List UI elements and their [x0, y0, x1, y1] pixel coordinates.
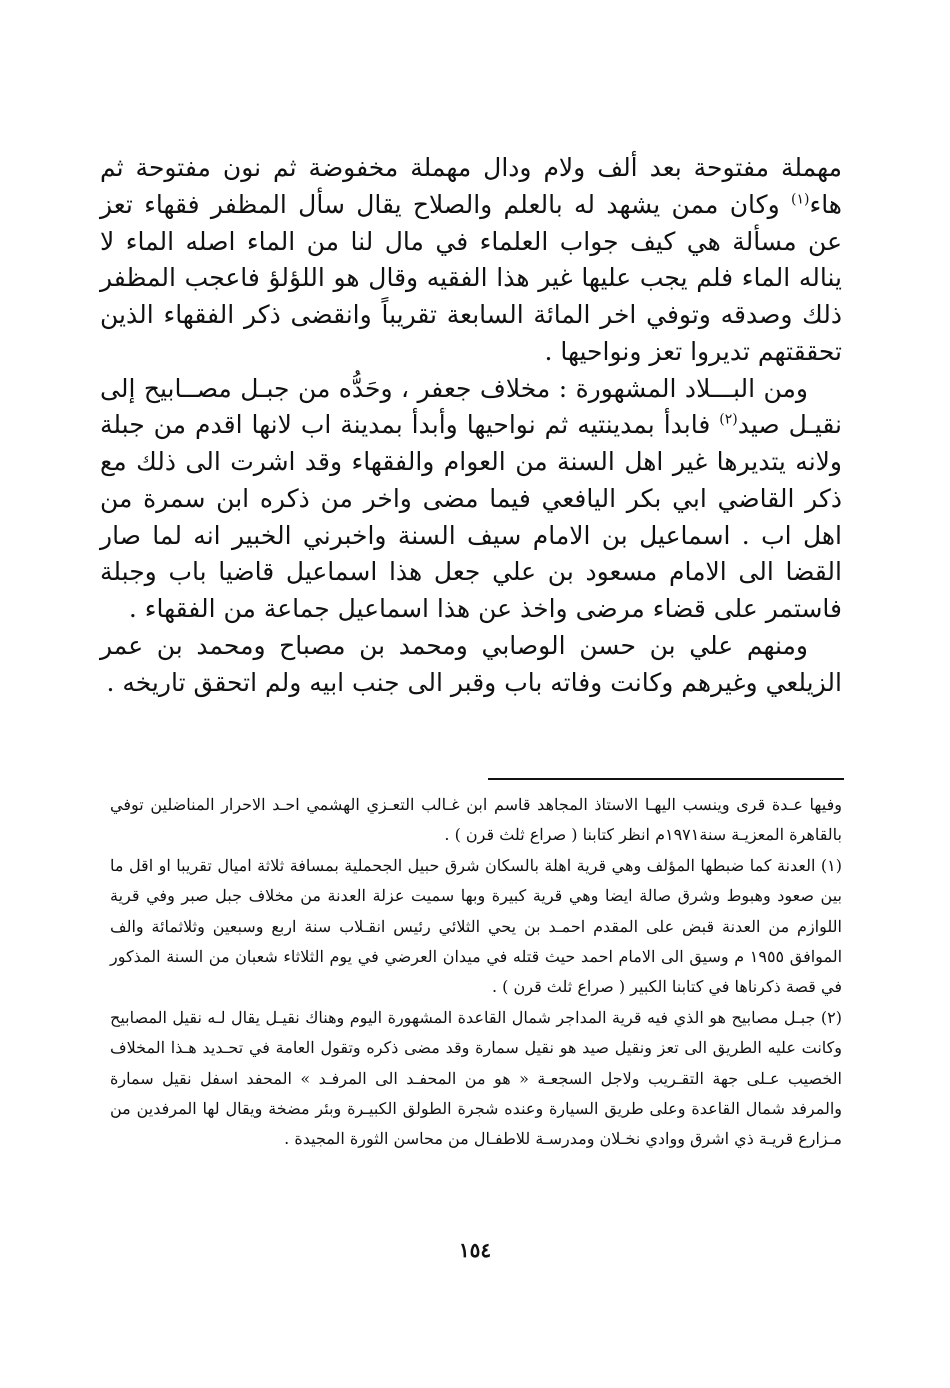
- main-paragraph-1-rest: وكان ممن يشهد له بالعلم والصلاح يقال سأل المظفر فقهاء تعز عن مسألة هي كيف جواب العلماء في مال لنا من الماء اصله الماء لا يناله الماء فلم يجب عليها غير هذا الفقيه وقال هو اللؤلؤ فاعجب المظفر ذلك وصدقه وتوفي اخر المائة السابعة تقريباً وانقضى ذكر الفقهاء الذين تحققتهم تديروا تعز ونواحيها .: [100, 189, 842, 366]
- main-paragraph-3: ومنهم علي بن حسن الوصابي ومحمد بن مصباح ومحمد بن عمر الزيلعي وغيرهم وكانت وفاته باب وقبر الى جنب ابيه ولم اتحقق تاريخه .: [100, 630, 842, 697]
- main-paragraph-2: [100, 371, 842, 628]
- footnote-continuation: وفيها عـدة قرى وينسب اليهـا الاستاذ المجاهد قاسم ابن غـالب التعـزي الهشمي احـد الاحرار المناضلين توفي بالقاهرة المعزيـة سنة١٩٧١م انظر كتابنا ( صراع ثلث قرن ) .: [110, 795, 842, 845]
- footnotes-section: [110, 790, 842, 1155]
- footnote-marker-2: (٢): [719, 411, 738, 428]
- main-text-body: [100, 150, 842, 701]
- page-number: ١٥٤: [458, 1238, 492, 1262]
- main-paragraph-2-start: ومن البـــلاد المشهورة : مخلاف جعفر ، وحَدُّه من جبـل مصــابيح إلى نقيـل صيد: [100, 373, 843, 440]
- main-paragraph-2-rest: فابدأ بمدينتيه ثم نواحيها وأبدأ بمدينة اب لانها اقدم من جبلة ولانه يتديرها غير اهل السنة من العوام والفقهاء وقد اشرت الى ذلك مع ذكر القاضي ابي بكر اليافعي فيما مضى واخر من ذكره ابن سمرة من اهل اب . اسماعيل بن الامام سيف السنة واخبرني الخبير انه لما صار القضا الى الامام مسعود بن علي جعل هذا اسماعيل قاضيا باب وجبلة فاستمر على قضاء مرضى واخذ عن هذا اسماعيل جماعة من الفقهاء .: [100, 410, 842, 623]
- main-paragraph-1-start: مهملة مفتوحة بعد ألف ولام ودال مهملة مخفوضة ثم نون مفتوحة ثم هاء: [100, 153, 842, 219]
- footnote-marker-1: (١): [790, 191, 810, 208]
- footnote-2: (٢) جبـل مصابيح هو الذي فيه قرية المداجر شمال القاعدة المشهورة اليوم وهناك نقيـل يقال لـه نقيل المصابيح وكانت عليه الطريق الى تعز ونقيل صيد هو نقيل سمارة وقد مضى ذكره وتقول العامة في تحـديد هـذا المخلاف الخصيب عـلى جهة التقـريب ولاجل السجعـة « هو من المحفـد الى المرفـد » المحفد اسفل نقيل سمارة والمرفد شمال القاعدة وعلى طريق السيارة وعنده شجرة الطولق الكبيـرة وبئر مضخة ويقال لها المرفدين من مـزارع قريـة ذي اشرق ووادي نخـلان ومدرسـة للاطفـال من محاسن الثورة المجيدة .: [110, 1007, 842, 1149]
- main-paragraph-1: [100, 150, 842, 371]
- footnote-divider: [488, 778, 844, 780]
- footnote-1: (١) العدنة كما ضبطها المؤلف وهي قرية اهلة بالسكان شرق حبيل الجحملية بمسافة ثلاثة اميال تقريبا او اقل ما بين صعود وهبوط وشرق صالة ايضا وهي قرية كبيرة وبها سميت عزلة العدنة من مخلاف جبل صبر وفي قرية اللوازم من العدنة قبض على المقدم احمـد بن يحي الثلائي رئيس انقـلاب سنة اربع وسبعين وثلاثمائة والف الموافق ١٩٥٥ م وسيق الى الامام احمد حيث قتله في ميدان العرضي في يوم الثلاثاء شعبان من السنة المذكور في قصة ذكرناها في كتابنا الكبير ( صراع ثلث قرن ) .: [110, 855, 843, 997]
